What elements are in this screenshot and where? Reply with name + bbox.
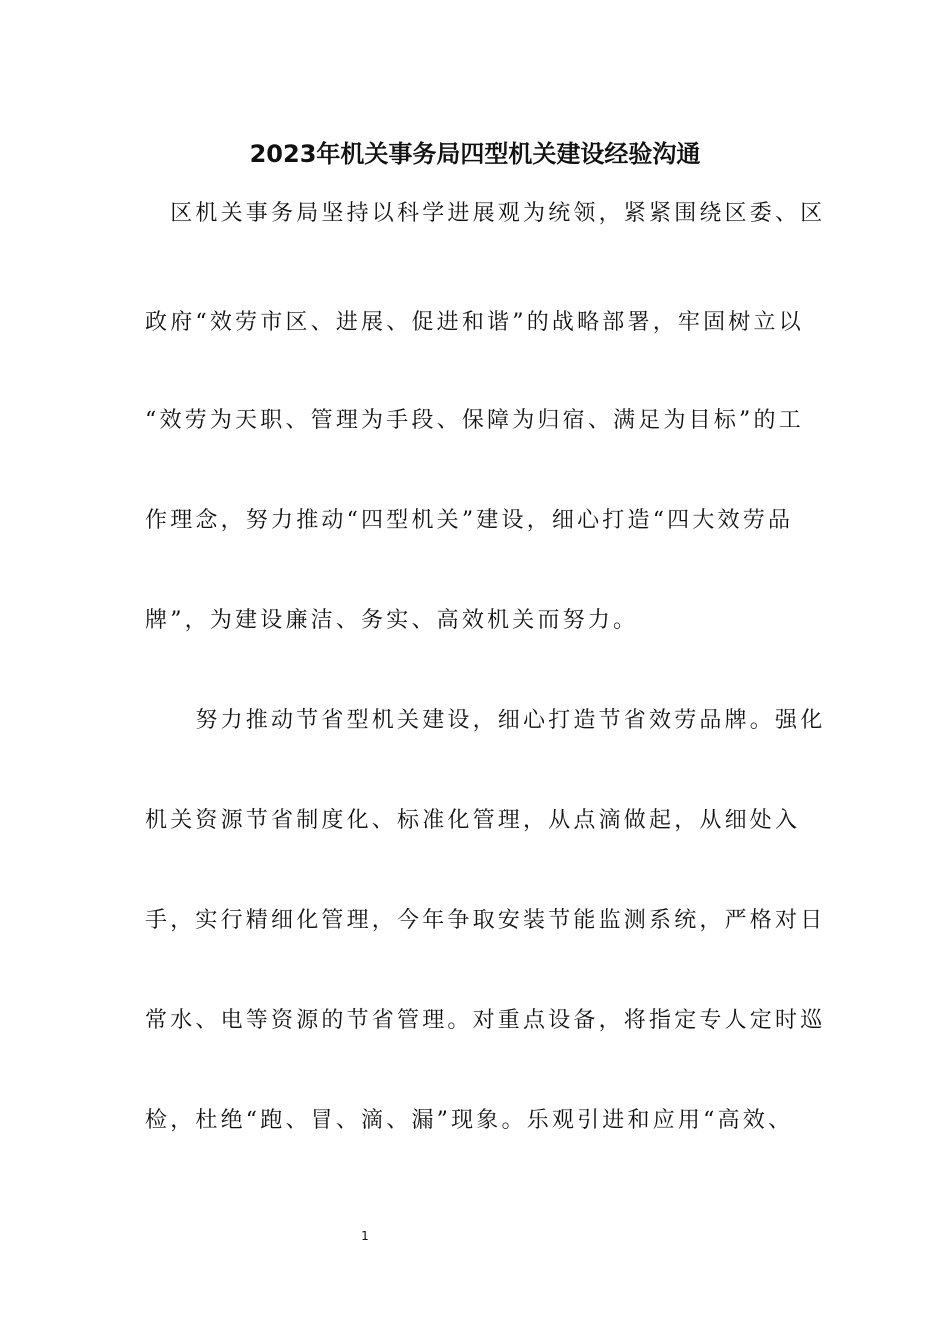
page-number: 1 <box>361 1229 369 1243</box>
paragraph-1-line-5: 牌”，为建设廉洁、务实、高效机关而努力。 <box>145 608 639 633</box>
paragraph-2-line-2: 机关资源节省制度化、标准化管理，从点滴做起，从细处入 <box>145 808 801 833</box>
paragraph-2-line-1: 努力推动节省型机关建设，细心打造节省效劳品牌。强化 <box>145 708 826 733</box>
paragraph-1-line-3: “效劳为天职、管理为手段、保障为归宿、满足为目标”的工 <box>145 408 804 433</box>
paragraph-1-line-4: 作理念，努力推动“四型机关”建设，细心打造“四大效劳品 <box>145 508 794 533</box>
document-title: 2023年机关事务局四型机关建设经验沟通 <box>249 140 701 168</box>
paragraph-2-line-3: 手，实行精细化管理，今年争取安装节能监测系统，严格对日 <box>145 908 826 933</box>
paragraph-1-line-2: 政府“效劳市区、进展、促进和谐”的战略部署，牢固树立以 <box>145 310 804 335</box>
paragraph-2-line-4: 常水、电等资源的节省管理。对重点设备，将指定专人定时巡 <box>145 1008 826 1033</box>
paragraph-1-line-1: 区机关事务局坚持以科学进展观为统领，紧紧围绕区委、区 <box>145 201 826 226</box>
paragraph-2-line-5: 检，杜绝“跑、冒、滴、漏”现象。乐观引进和应用“高效、 <box>145 1108 794 1133</box>
